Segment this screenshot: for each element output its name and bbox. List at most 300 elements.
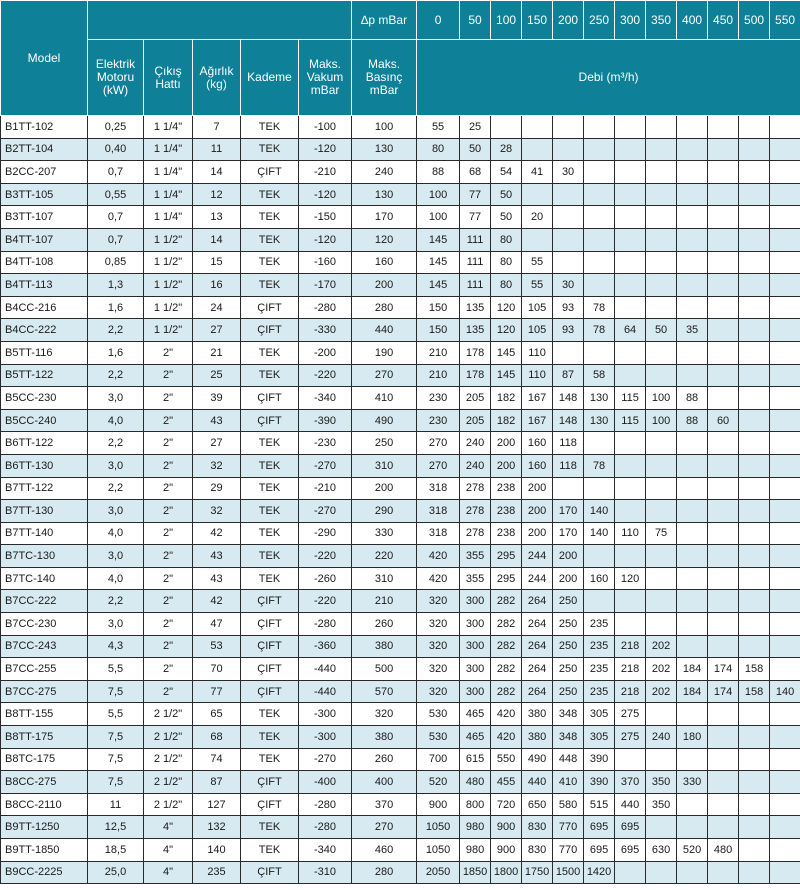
cell-debi-150: 244 xyxy=(522,545,553,568)
cell-agirlik-kg: 27 xyxy=(193,432,241,455)
header-motor-line2: Motoru xyxy=(96,70,135,84)
cell-motor-kw: 2,2 xyxy=(88,590,144,613)
cell-debi-300 xyxy=(615,748,646,771)
cell-debi-0: 270 xyxy=(417,454,460,477)
cell-cikis-hatti: 2" xyxy=(144,635,193,658)
cell-debi-300 xyxy=(615,138,646,161)
cell-debi-350: 100 xyxy=(646,387,677,410)
cell-debi-150: 264 xyxy=(522,590,553,613)
cell-debi-400 xyxy=(677,432,708,455)
cell-debi-300 xyxy=(615,454,646,477)
cell-cikis-hatti: 2" xyxy=(144,522,193,545)
header-basinc xyxy=(352,40,417,116)
cell-agirlik-kg: 24 xyxy=(193,296,241,319)
cell-debi-300 xyxy=(615,228,646,251)
cell-debi-350 xyxy=(646,590,677,613)
cell-debi-500 xyxy=(739,522,770,545)
cell-motor-kw: 25,0 xyxy=(88,861,144,884)
cell-debi-50: 135 xyxy=(460,296,491,319)
cell-model: B7TC-130 xyxy=(1,545,88,568)
cell-motor-kw: 2,2 xyxy=(88,319,144,342)
cell-debi-250 xyxy=(584,590,615,613)
cell-model: B8TT-175 xyxy=(1,726,88,749)
cell-debi-50: 300 xyxy=(460,613,491,636)
cell-model: B4TT-107 xyxy=(1,228,88,251)
header-vakum-line2: Vakum xyxy=(306,70,344,84)
cell-debi-250: 235 xyxy=(584,658,615,681)
cell-agirlik-kg: 53 xyxy=(193,635,241,658)
cell-debi-50: 77 xyxy=(460,206,491,229)
cell-debi-100: 50 xyxy=(491,183,522,206)
cell-motor-kw: 3,0 xyxy=(88,500,144,523)
cell-cikis-hatti: 2" xyxy=(144,387,193,410)
cell-maks-vakum: -360 xyxy=(299,635,352,658)
cell-debi-0: 270 xyxy=(417,432,460,455)
cell-model: B6TT-130 xyxy=(1,454,88,477)
cell-debi-300 xyxy=(615,590,646,613)
cell-motor-kw: 0,7 xyxy=(88,228,144,251)
table-row xyxy=(1,793,800,816)
cell-debi-300: 115 xyxy=(615,387,646,410)
cell-debi-100: 420 xyxy=(491,703,522,726)
cell-debi-50: 800 xyxy=(460,793,491,816)
header-hat xyxy=(144,40,193,116)
cell-debi-100: 238 xyxy=(491,522,522,545)
cell-model: B5TT-116 xyxy=(1,341,88,364)
cell-agirlik-kg: 29 xyxy=(193,477,241,500)
cell-debi-500 xyxy=(739,116,770,139)
cell-model: B7TC-140 xyxy=(1,567,88,590)
cell-debi-500 xyxy=(739,206,770,229)
cell-debi-0: 210 xyxy=(417,364,460,387)
cell-debi-250: 1420 xyxy=(584,861,615,884)
cell-motor-kw: 4,0 xyxy=(88,567,144,590)
header-vakum-line3: mBar xyxy=(310,83,340,97)
cell-debi-250: 78 xyxy=(584,319,615,342)
cell-debi-0: 145 xyxy=(417,251,460,274)
cell-debi-50: 205 xyxy=(460,387,491,410)
cell-debi-0: 700 xyxy=(417,748,460,771)
cell-debi-250: 130 xyxy=(584,387,615,410)
cell-debi-350 xyxy=(646,816,677,839)
cell-debi-200: 148 xyxy=(553,387,584,410)
cell-debi-550 xyxy=(770,341,800,364)
cell-debi-200: 250 xyxy=(553,590,584,613)
cell-kademe: TEK xyxy=(241,251,299,274)
cell-debi-50: 1850 xyxy=(460,861,491,884)
cell-debi-350: 202 xyxy=(646,680,677,703)
cell-motor-kw: 0,7 xyxy=(88,206,144,229)
cell-debi-350 xyxy=(646,703,677,726)
cell-model: B7TT-130 xyxy=(1,500,88,523)
cell-maks-basinc: 290 xyxy=(352,500,417,523)
cell-model: B1TT-102 xyxy=(1,116,88,139)
cell-agirlik-kg: 47 xyxy=(193,613,241,636)
cell-debi-200 xyxy=(553,477,584,500)
cell-debi-150 xyxy=(522,228,553,251)
cell-model: B6TT-122 xyxy=(1,432,88,455)
cell-debi-500 xyxy=(739,748,770,771)
cell-debi-450 xyxy=(708,726,739,749)
cell-maks-vakum: -200 xyxy=(299,341,352,364)
cell-debi-350: 50 xyxy=(646,319,677,342)
cell-cikis-hatti: 2" xyxy=(144,364,193,387)
cell-cikis-hatti: 2" xyxy=(144,454,193,477)
table-header xyxy=(1,1,800,116)
cell-debi-50: 300 xyxy=(460,635,491,658)
cell-debi-150: 244 xyxy=(522,567,553,590)
cell-cikis-hatti: 1 1/4" xyxy=(144,138,193,161)
cell-debi-400 xyxy=(677,703,708,726)
header-kg-line2: (kg) xyxy=(206,76,227,91)
cell-debi-250 xyxy=(584,341,615,364)
cell-maks-vakum: -330 xyxy=(299,319,352,342)
table-row xyxy=(1,387,800,410)
cell-model: B4CC-216 xyxy=(1,296,88,319)
cell-kademe: TEK xyxy=(241,839,299,862)
cell-model: B4TT-108 xyxy=(1,251,88,274)
cell-debi-150: 264 xyxy=(522,680,553,703)
cell-debi-550 xyxy=(770,726,800,749)
cell-debi-100: 120 xyxy=(491,296,522,319)
cell-cikis-hatti: 2" xyxy=(144,567,193,590)
cell-debi-200: 93 xyxy=(553,296,584,319)
cell-agirlik-kg: 68 xyxy=(193,726,241,749)
cell-debi-200: 250 xyxy=(553,658,584,681)
cell-debi-150: 830 xyxy=(522,816,553,839)
cell-debi-450: 174 xyxy=(708,658,739,681)
cell-debi-50: 355 xyxy=(460,567,491,590)
cell-debi-150: 264 xyxy=(522,635,553,658)
cell-maks-vakum: -440 xyxy=(299,680,352,703)
cell-debi-300 xyxy=(615,545,646,568)
cell-motor-kw: 0,25 xyxy=(88,116,144,139)
cell-debi-500 xyxy=(739,183,770,206)
cell-debi-400: 180 xyxy=(677,726,708,749)
cell-debi-500 xyxy=(739,590,770,613)
cell-motor-kw: 11 xyxy=(88,793,144,816)
cell-cikis-hatti: 2 1/2" xyxy=(144,748,193,771)
cell-debi-350 xyxy=(646,206,677,229)
cell-debi-300 xyxy=(615,364,646,387)
cell-agirlik-kg: 65 xyxy=(193,703,241,726)
cell-kademe: TEK xyxy=(241,477,299,500)
cell-motor-kw: 1,3 xyxy=(88,274,144,297)
cell-debi-0: 100 xyxy=(417,206,460,229)
cell-maks-basinc: 320 xyxy=(352,703,417,726)
cell-debi-200: 118 xyxy=(553,432,584,455)
cell-maks-basinc: 210 xyxy=(352,590,417,613)
cell-debi-400 xyxy=(677,454,708,477)
cell-debi-450 xyxy=(708,296,739,319)
cell-debi-500 xyxy=(739,409,770,432)
cell-motor-kw: 3,0 xyxy=(88,545,144,568)
cell-debi-250 xyxy=(584,206,615,229)
cell-maks-basinc: 330 xyxy=(352,522,417,545)
cell-cikis-hatti: 2 1/2" xyxy=(144,726,193,749)
table-row xyxy=(1,409,800,432)
cell-debi-500 xyxy=(739,500,770,523)
cell-debi-550 xyxy=(770,748,800,771)
cell-motor-kw: 1,6 xyxy=(88,341,144,364)
cell-model: B9TT-1850 xyxy=(1,839,88,862)
cell-motor-kw: 3,0 xyxy=(88,454,144,477)
cell-model: B5CC-230 xyxy=(1,387,88,410)
cell-debi-0: 230 xyxy=(417,409,460,432)
cell-debi-200: 580 xyxy=(553,793,584,816)
cell-maks-vakum: -270 xyxy=(299,500,352,523)
cell-debi-50: 205 xyxy=(460,409,491,432)
cell-debi-50: 25 xyxy=(460,116,491,139)
table-row xyxy=(1,138,800,161)
cell-maks-vakum: -300 xyxy=(299,726,352,749)
cell-debi-500 xyxy=(739,319,770,342)
cell-debi-550 xyxy=(770,274,800,297)
cell-maks-basinc: 250 xyxy=(352,432,417,455)
cell-agirlik-kg: 25 xyxy=(193,364,241,387)
cell-maks-basinc: 130 xyxy=(352,183,417,206)
cell-debi-350 xyxy=(646,432,677,455)
cell-cikis-hatti: 4" xyxy=(144,861,193,884)
cell-debi-350 xyxy=(646,364,677,387)
cell-debi-450 xyxy=(708,274,739,297)
cell-kademe: TEK xyxy=(241,454,299,477)
cell-maks-basinc: 500 xyxy=(352,658,417,681)
cell-maks-basinc: 160 xyxy=(352,251,417,274)
cell-debi-350 xyxy=(646,183,677,206)
cell-debi-550 xyxy=(770,296,800,319)
cell-debi-250: 78 xyxy=(584,454,615,477)
cell-kademe: ÇIFT xyxy=(241,296,299,319)
cell-debi-0: 900 xyxy=(417,793,460,816)
cell-debi-500 xyxy=(739,567,770,590)
cell-motor-kw: 0,85 xyxy=(88,251,144,274)
cell-debi-300: 115 xyxy=(615,409,646,432)
cell-debi-500: 158 xyxy=(739,680,770,703)
cell-debi-300: 120 xyxy=(615,567,646,590)
cell-debi-150: 490 xyxy=(522,748,553,771)
cell-maks-basinc: 200 xyxy=(352,477,417,500)
cell-debi-350 xyxy=(646,161,677,184)
header-dp-150: 150 xyxy=(522,1,553,40)
cell-debi-550 xyxy=(770,861,800,884)
cell-motor-kw: 0,7 xyxy=(88,161,144,184)
cell-debi-100: 80 xyxy=(491,251,522,274)
cell-maks-vakum: -120 xyxy=(299,138,352,161)
cell-debi-0: 320 xyxy=(417,590,460,613)
cell-maks-vakum: -220 xyxy=(299,590,352,613)
cell-debi-450 xyxy=(708,251,739,274)
header-motor xyxy=(88,40,144,116)
cell-debi-250: 390 xyxy=(584,748,615,771)
cell-debi-200: 30 xyxy=(553,274,584,297)
cell-model: B7CC-275 xyxy=(1,680,88,703)
cell-debi-50: 278 xyxy=(460,500,491,523)
cell-debi-100: 182 xyxy=(491,409,522,432)
cell-debi-500 xyxy=(739,771,770,794)
cell-agirlik-kg: 235 xyxy=(193,861,241,884)
table-row xyxy=(1,251,800,274)
cell-debi-500 xyxy=(739,454,770,477)
table-row xyxy=(1,567,800,590)
cell-debi-200: 770 xyxy=(553,839,584,862)
cell-debi-350: 630 xyxy=(646,839,677,862)
cell-motor-kw: 2,2 xyxy=(88,364,144,387)
table-row xyxy=(1,161,800,184)
cell-debi-400 xyxy=(677,545,708,568)
cell-kademe: TEK xyxy=(241,567,299,590)
cell-debi-300 xyxy=(615,161,646,184)
cell-debi-100: 1800 xyxy=(491,861,522,884)
cell-motor-kw: 7,5 xyxy=(88,771,144,794)
cell-agirlik-kg: 70 xyxy=(193,658,241,681)
cell-debi-50: 111 xyxy=(460,251,491,274)
cell-motor-kw: 2,2 xyxy=(88,477,144,500)
cell-cikis-hatti: 1 1/2" xyxy=(144,319,193,342)
cell-debi-500 xyxy=(739,477,770,500)
cell-maks-vakum: -280 xyxy=(299,613,352,636)
cell-motor-kw: 0,40 xyxy=(88,138,144,161)
cell-debi-550 xyxy=(770,319,800,342)
cell-maks-vakum: -220 xyxy=(299,545,352,568)
cell-debi-250: 235 xyxy=(584,680,615,703)
cell-debi-200: 448 xyxy=(553,748,584,771)
cell-kademe: TEK xyxy=(241,748,299,771)
table-row xyxy=(1,748,800,771)
cell-debi-50: 68 xyxy=(460,161,491,184)
cell-agirlik-kg: 32 xyxy=(193,500,241,523)
cell-cikis-hatti: 2" xyxy=(144,680,193,703)
cell-maks-vakum: -160 xyxy=(299,251,352,274)
cell-cikis-hatti: 2" xyxy=(144,590,193,613)
cell-maks-vakum: -310 xyxy=(299,861,352,884)
cell-debi-200: 148 xyxy=(553,409,584,432)
cell-cikis-hatti: 1 1/2" xyxy=(144,251,193,274)
cell-debi-400 xyxy=(677,296,708,319)
cell-debi-350 xyxy=(646,861,677,884)
cell-debi-400 xyxy=(677,613,708,636)
cell-agirlik-kg: 13 xyxy=(193,206,241,229)
cell-debi-450 xyxy=(708,500,739,523)
cell-kademe: ÇIFT xyxy=(241,635,299,658)
cell-agirlik-kg: 77 xyxy=(193,680,241,703)
cell-debi-450 xyxy=(708,748,739,771)
cell-debi-100: 550 xyxy=(491,748,522,771)
cell-cikis-hatti: 1 1/4" xyxy=(144,116,193,139)
cell-maks-vakum: -300 xyxy=(299,703,352,726)
cell-debi-250: 305 xyxy=(584,703,615,726)
cell-debi-250 xyxy=(584,274,615,297)
cell-kademe: ÇIFT xyxy=(241,387,299,410)
cell-debi-250: 305 xyxy=(584,726,615,749)
cell-kademe: TEK xyxy=(241,116,299,139)
cell-motor-kw: 5,5 xyxy=(88,703,144,726)
cell-debi-400 xyxy=(677,251,708,274)
cell-cikis-hatti: 2 1/2" xyxy=(144,703,193,726)
cell-maks-basinc: 310 xyxy=(352,567,417,590)
cell-cikis-hatti: 2" xyxy=(144,500,193,523)
cell-debi-400 xyxy=(677,816,708,839)
cell-debi-250 xyxy=(584,116,615,139)
cell-debi-0: 230 xyxy=(417,387,460,410)
cell-debi-100: 282 xyxy=(491,658,522,681)
header-vakum-line1: Maks. xyxy=(309,57,342,71)
cell-maks-vakum: -280 xyxy=(299,793,352,816)
cell-debi-550 xyxy=(770,251,800,274)
cell-debi-350 xyxy=(646,251,677,274)
cell-debi-400 xyxy=(677,748,708,771)
cell-debi-150: 41 xyxy=(522,161,553,184)
cell-debi-250 xyxy=(584,477,615,500)
cell-debi-350 xyxy=(646,341,677,364)
cell-debi-450 xyxy=(708,522,739,545)
cell-debi-100: 282 xyxy=(491,635,522,658)
cell-debi-300: 695 xyxy=(615,816,646,839)
cell-model: B9CC-2225 xyxy=(1,861,88,884)
cell-debi-50: 240 xyxy=(460,432,491,455)
cell-debi-0: 320 xyxy=(417,680,460,703)
cell-debi-400: 184 xyxy=(677,680,708,703)
cell-debi-0: 318 xyxy=(417,477,460,500)
cell-debi-550 xyxy=(770,613,800,636)
cell-cikis-hatti: 1 1/4" xyxy=(144,161,193,184)
cell-debi-0: 520 xyxy=(417,771,460,794)
cell-cikis-hatti: 1 1/4" xyxy=(144,206,193,229)
table-row xyxy=(1,341,800,364)
cell-debi-100: 145 xyxy=(491,364,522,387)
cell-debi-550 xyxy=(770,387,800,410)
cell-maks-basinc: 120 xyxy=(352,228,417,251)
cell-debi-0: 318 xyxy=(417,500,460,523)
cell-debi-500 xyxy=(739,635,770,658)
cell-maks-basinc: 190 xyxy=(352,341,417,364)
cell-debi-450 xyxy=(708,635,739,658)
cell-cikis-hatti: 2" xyxy=(144,613,193,636)
cell-debi-150: 105 xyxy=(522,319,553,342)
cell-debi-100: 282 xyxy=(491,590,522,613)
cell-model: B7CC-243 xyxy=(1,635,88,658)
cell-debi-0: 145 xyxy=(417,274,460,297)
cell-debi-350 xyxy=(646,500,677,523)
header-dp-label: ∆p mBar xyxy=(352,1,417,40)
header-kg xyxy=(193,40,241,116)
cell-debi-300: 370 xyxy=(615,771,646,794)
cell-debi-150: 200 xyxy=(522,500,553,523)
cell-debi-200 xyxy=(553,341,584,364)
cell-debi-350 xyxy=(646,228,677,251)
cell-maks-basinc: 170 xyxy=(352,206,417,229)
cell-cikis-hatti: 2" xyxy=(144,545,193,568)
cell-debi-400 xyxy=(677,206,708,229)
cell-debi-200 xyxy=(553,251,584,274)
cell-model: B7TT-122 xyxy=(1,477,88,500)
cell-debi-100: 200 xyxy=(491,432,522,455)
cell-debi-50: 615 xyxy=(460,748,491,771)
cell-agirlik-kg: 87 xyxy=(193,771,241,794)
cell-debi-0: 530 xyxy=(417,726,460,749)
cell-maks-basinc: 440 xyxy=(352,319,417,342)
cell-debi-200: 250 xyxy=(553,680,584,703)
cell-debi-0: 88 xyxy=(417,161,460,184)
cell-debi-200 xyxy=(553,183,584,206)
cell-debi-0: 100 xyxy=(417,183,460,206)
cell-debi-250: 160 xyxy=(584,567,615,590)
cell-debi-550 xyxy=(770,703,800,726)
cell-debi-450 xyxy=(708,387,739,410)
cell-debi-250: 140 xyxy=(584,500,615,523)
cell-debi-50: 77 xyxy=(460,183,491,206)
cell-debi-400 xyxy=(677,183,708,206)
